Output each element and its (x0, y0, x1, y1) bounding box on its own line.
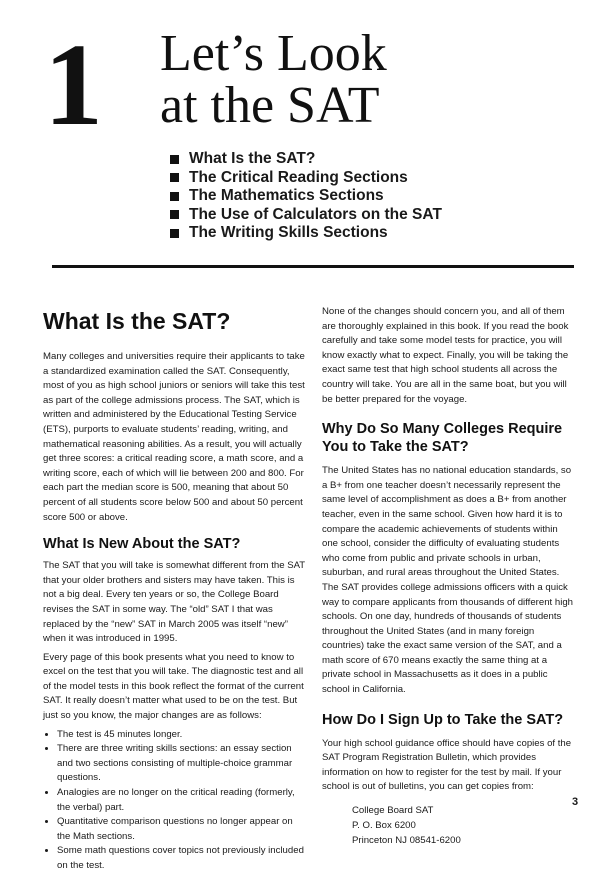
address-line: Princeton NJ 08541-6200 (352, 835, 461, 847)
paragraph: Your high school guidance office should have copies of the SAT Program Registration Bulletin, which provides information on how to register for the test by mail. If your school is out of bulletins, you can get copies from: (322, 737, 572, 793)
chapter-title-line1: Let’s Look (160, 25, 387, 82)
square-bullet-icon (170, 210, 179, 219)
paragraph: Many colleges and universities require their applicants to take a standardized examination called the SAT. Consequently, most of you as high school juniors or seniors will take this test as part of the college admissions process. The SAT, which is written and administered by the Educational Testing Service (ETS), purports to evaluate students’ reading, writing, and mathematical reasoning abilities. As a result, you will actually get three scores: a critical reading score, a math score, and a writing score, each of which will lie between 200 and 800. For each part the median score is 500, meaning that about 50 percent of all students score below 500 and about 50 percent score 500 or above. (43, 351, 305, 523)
section-heading-sign-up: How Do I Sign Up to Take the SAT? (322, 711, 564, 728)
list-item: • The test is 45 minutes longer. (57, 728, 305, 743)
mailing-address (352, 803, 574, 848)
changes-list (43, 728, 305, 874)
address-line: P. O. Box 6200 (352, 820, 416, 832)
left-column (43, 296, 305, 874)
paragraph: The SAT that you will take is somewhat different from the SAT that your older brothers and sisters may have taken. This is not a big deal. Every ten years or so, the College Board revises the SAT in some way. The “old” SAT I that was replaced by the “new” SAT in March 2005 was itself “new” when it was introduced in 1995. (43, 560, 305, 645)
contents-item: The Use of Calculators on the SAT (170, 206, 442, 225)
square-bullet-icon (170, 173, 179, 182)
chapter-contents-list (170, 150, 442, 243)
contents-item: The Mathematics Sections (170, 187, 442, 206)
page-number: 3 (572, 796, 579, 808)
list-item: • Some math questions cover topics not previously included on the test. (57, 844, 305, 873)
contents-item: The Critical Reading Sections (170, 169, 442, 188)
chapter-title-line2: at the SAT (160, 77, 380, 134)
square-bullet-icon (170, 155, 179, 164)
paragraph: The United States has no national education standards, so a B+ from one teacher doesn’t necessarily represent the same level of accomplishment as does a B+ from another teacher, even in the same school. Given how hard it is to compare the academic achievements of students within one school, consider the difficulty of evaluating students who come from public and private schools in urban, suburban, and rural areas throughout the United States. The SAT provides college admissions officers with a quick way to compare applicants from thousands of different high schools. On one day, hundreds of thousands of students throughout the United States (and in many foreign countries) take the exact same version of the SAT, and a math score of 670 means exactly the same thing at a private school in Massachusetts as it does in a public school in California. (322, 465, 574, 696)
paragraph: None of the changes should concern you, and all of them are thoroughly explained in this book. If you read the book carefully and take some model tests for practice, you will know exactly what to expect. Finally, you will be taking the exact same test that high school students all across the country will take. You are all in the same boat, but you will be better prepared for the voyage. (322, 306, 569, 405)
chapter-number: 1 (44, 19, 103, 150)
horizontal-divider (52, 265, 574, 268)
square-bullet-icon (170, 192, 179, 201)
address-line: College Board SAT (352, 805, 434, 817)
section-heading-whats-new: What Is New About the SAT? (43, 536, 241, 553)
list-item: • Quantitative comparison questions no longer appear on the Math sections. (57, 815, 305, 844)
right-column (322, 305, 574, 848)
section-heading-why-colleges-require: Why Do So Many Colleges Require You to Take the SAT? (322, 421, 563, 456)
list-item: • Analogies are no longer on the critical reading (formerly, the verbal) part. (57, 786, 305, 815)
paragraph: Every page of this book presents what you need to know to excel on the test that you will take. The diagnostic test and all of the model tests in this book reflect the format of the current SAT. It really doesn’t matter what used to be on the test. But just so you know, the major changes are as follows: (43, 651, 304, 722)
contents-item: What Is the SAT? (170, 150, 442, 169)
contents-item: The Writing Skills Sections (170, 224, 442, 243)
section-heading-what-is-sat: What Is the SAT? (43, 308, 231, 334)
list-item: • There are three writing skills sections: an essay section and two sections consisting of multiple-choice grammar questions. (57, 742, 305, 786)
chapter-title (160, 25, 387, 134)
square-bullet-icon (170, 229, 179, 238)
